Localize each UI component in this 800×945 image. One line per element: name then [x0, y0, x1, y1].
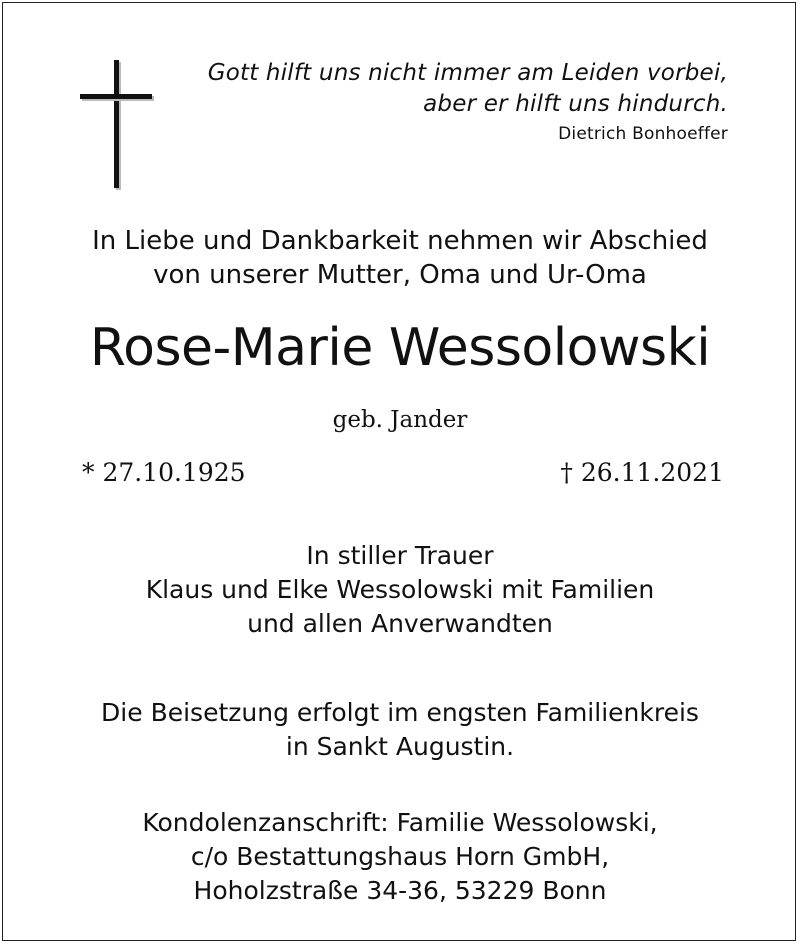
- birth-date: * 27.10.1925: [82, 458, 246, 487]
- cross-icon: [80, 60, 152, 188]
- condolence-address: [0, 806, 800, 908]
- quote-author: Dietrich Bonhoeffer: [558, 124, 728, 144]
- mourners-line: In stiller Trauer: [306, 541, 494, 570]
- mourners-line: und allen Anverwandten: [247, 609, 553, 638]
- mourners-block: [0, 539, 800, 641]
- intro-text: [0, 224, 800, 292]
- bible-quote: [208, 58, 728, 148]
- death-date: † 26.11.2021: [560, 458, 724, 487]
- intro-line: In Liebe und Dankbarkeit nehmen wir Abschied: [92, 226, 708, 256]
- intro-line: von unserer Mutter, Oma und Ur-Oma: [153, 260, 647, 290]
- quote-line: aber er hilft uns hindurch.: [423, 91, 728, 117]
- condolence-line: Kondolenzanschrift: Familie Wessolowski,: [142, 808, 658, 837]
- burial-line: in Sankt Augustin.: [285, 732, 515, 761]
- burial-info: [0, 696, 800, 764]
- quote-line: Gott hilft uns nicht immer am Leiden vorbei,: [207, 60, 728, 86]
- burial-line: Die Beisetzung erfolgt im engsten Familienkreis: [101, 698, 699, 727]
- maiden-name: geb. Jander: [332, 407, 468, 433]
- condolence-line: c/o Bestattungshaus Horn GmbH,: [190, 842, 610, 871]
- deceased-name: Rose-Marie Wessolowski: [89, 318, 711, 378]
- mourners-line: Klaus und Elke Wessolowski mit Familien: [145, 575, 655, 604]
- condolence-line: Hoholzstraße 34-36, 53229 Bonn: [193, 876, 607, 905]
